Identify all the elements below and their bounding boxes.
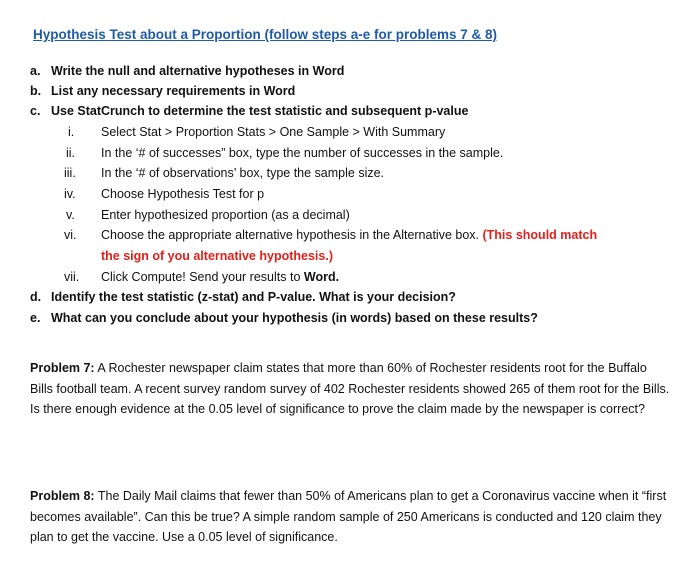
substep-vi-main: Choose the appropriate alternative hypothesis in the Alternative box. <box>101 228 480 242</box>
step-d-marker: d. <box>30 290 42 304</box>
step-c-text: Use StatCrunch to determine the test statistic and subsequent p-value <box>51 104 469 118</box>
substep-vi-text <box>101 228 597 242</box>
substep-i-marker: i. <box>68 125 75 139</box>
step-e-text: What can you conclude about your hypothesis (in words) based on these results? <box>51 311 538 325</box>
problem-8 <box>30 486 670 548</box>
substep-vii-text <box>101 270 339 284</box>
problem-7-label: Problem 7: <box>30 361 95 375</box>
substep-vii-bold: Word. <box>303 270 340 284</box>
step-b-marker: b. <box>30 84 42 98</box>
step-e-marker: e. <box>30 311 41 325</box>
step-a-text: Write the null and alternative hypotheses in Word <box>51 64 345 78</box>
substep-iv-text: Choose Hypothesis Test for p <box>101 187 265 201</box>
problem-8-text: The Daily Mail claims that fewer than 50% of Americans plan to get a Coronavirus vaccine when it “first becomes available”. Can this be true? A simple random sample of 250 Americans is conducted and 120 claim they plan to get the vaccine. Use a 0.05 level of significance. <box>30 489 667 544</box>
substep-vi-note-end: the sign of you alternative hypothesis.) <box>101 249 333 263</box>
substep-iv-marker: iv. <box>64 187 76 201</box>
substep-vii-marker: vii. <box>64 270 80 284</box>
substep-vi-marker: vi. <box>64 228 77 242</box>
step-c-marker: c. <box>30 104 41 118</box>
problem-7 <box>30 358 670 420</box>
substep-vi-note-start: (This should match <box>482 228 598 242</box>
substep-v-text: Enter hypothesized proportion (as a decimal) <box>101 208 350 222</box>
substep-ii-text: In the ‘# of successes” box, type the number of successes in the sample. <box>101 146 504 160</box>
substep-v-marker: v. <box>66 208 75 222</box>
substep-ii-marker: ii. <box>66 146 76 160</box>
problem-7-text: A Rochester newspaper claim states that more than 60% of Rochester residents root for the Buffalo Bills football team. A recent survey random survey of 402 Rochester residents showed 265 of them root for the Bills. Is there enough evidence at the 0.05 level of significance to prove the claim made by the newspaper is correct? <box>30 361 670 416</box>
step-a-marker: a. <box>30 64 41 78</box>
page-title: Hypothesis Test about a Proportion (follow steps a-e for problems 7 & 8) <box>33 27 498 42</box>
substep-i-text: Select Stat > Proportion Stats > One Sample > With Summary <box>101 125 446 139</box>
step-b-text: List any necessary requirements in Word <box>51 84 296 98</box>
problem-8-label: Problem 8: <box>30 489 95 503</box>
step-d-text: Identify the test statistic (z-stat) and P-value. What is your decision? <box>51 290 456 304</box>
substep-iii-marker: iii. <box>64 166 76 180</box>
substep-iii-text: In the ‘# of observations’ box, type the sample size. <box>101 166 385 180</box>
substep-vii-main: Click Compute! Send your results to <box>101 270 304 284</box>
